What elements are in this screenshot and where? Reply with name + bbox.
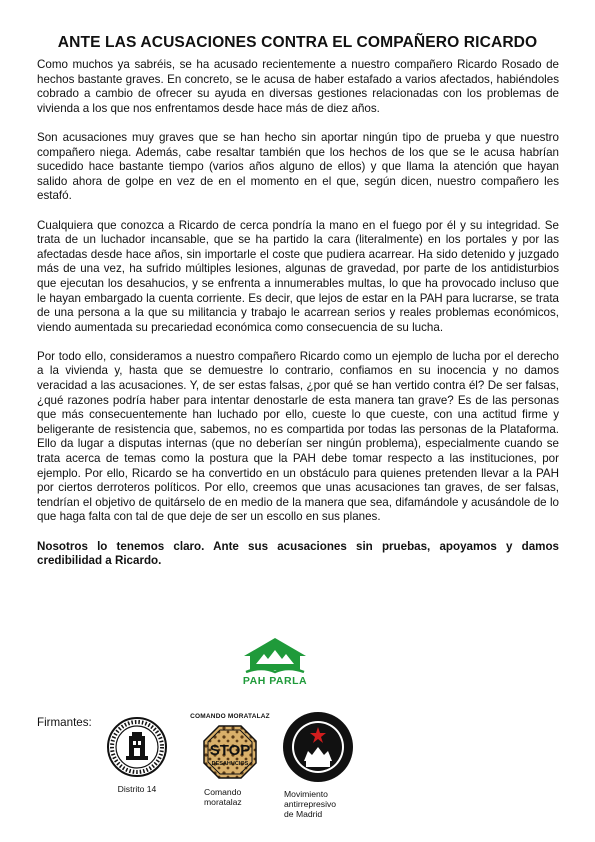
document-body	[37, 58, 559, 583]
signatory-movimiento-antirrepresivo	[278, 711, 358, 819]
caption-line: Movimiento	[284, 789, 328, 799]
signatory-header: COMANDO MORATALAZ	[190, 713, 270, 720]
pah-parla-logo	[238, 636, 312, 687]
caption-line: Comando	[204, 787, 242, 797]
caption-line: antirrepresivo	[284, 799, 337, 809]
paragraph-1: Como muchos ya sabréis, se ha acusado recientemente a nuestro compañero Ricardo Rosado de hechos bastante graves. En concreto, se le acusa de haber estafado a varios afectados, habiéndoles cobrado a cambio de ofrecer su ayuda en diversas gestiones relacionadas con los problemas de vivienda a los que nos enfrentamos desde hace más de diez años.	[37, 58, 559, 115]
caption-line: de Madrid	[284, 809, 323, 819]
antirrepresivo-fist-icon	[282, 711, 354, 783]
distrito-14-seal-icon	[106, 716, 168, 778]
page-title: ANTE LAS ACUSACIONES CONTRA EL COMPAÑERO RICARDO	[57, 34, 538, 51]
house-icon	[242, 636, 308, 674]
signatory-caption	[190, 787, 270, 807]
pah-parla-label: PAH PARLA	[242, 675, 308, 687]
signatory-distrito-14	[104, 716, 170, 794]
desahucios-badge-text: DESAHUCIOS	[211, 761, 249, 767]
stop-badge-text: STOP	[209, 742, 251, 759]
paragraph-3: Cualquiera que conozca a Ricardo de cerca pondría la mano en el fuego por él y su integridad. Se trata de un luchador incansable, que se ha partido la cara (literalmente) en los portales y por las afectadas desde hace años, sin importarle el coste que pudiera acarrear. Ha sido detenido y juzgado más de una vez, ha sufrido múltiples lesiones, algunas de gravedad, por parte de los antidisturbios que ejecutan los desahucios, y se enfrenta a innumerables multas, lo que ha provocado incluso que le hayan embargado la cuenta corriente. Es decir, que lejos de estar en la PAH para lucrarse, se trata de una persona a la que su militancia y trabajo le acarrean serios y reales problemas económicos, viendo aumentada su precariedad económica como consecuencia de su lucha.	[37, 218, 559, 334]
paragraph-2: Son acusaciones muy graves que se han hecho sin aportar ningún tipo de prueba y que nuestro compañero niega. Además, cabe resaltar también que los hechos de los que se le acusa habrían sucedido hace bastante tiempo (varios años alguno de ellos) y que llama la atención que hayan salido ahora de golpe en vez de en el momento en el que, según dicen, nuestro compañero les estafó.	[37, 130, 559, 203]
signatory-caption	[278, 789, 358, 819]
signatory-comando-moratalaz	[190, 712, 270, 807]
stop-desahucios-icon	[203, 725, 257, 779]
conclusion-statement: Nosotros lo tenemos claro. Ante sus acusaciones sin pruebas, apoyamos y damos credibilidad a Ricardo.	[37, 539, 559, 568]
paragraph-4: Por todo ello, consideramos a nuestro compañero Ricardo como un ejemplo de lucha por el derecho a la vivienda y, hasta que se demuestre lo contrario, confiamos en su inocencia y no damos veracidad a las acusaciones. Y, de ser estas falsas, ¿por qué se han vertido contra él? De ser falsas, ¿qué razones podría haber para intentar denostarle de esta manera tan grave? Es de las personas que más consecuentemente han luchado por ello, cueste lo que cueste, con una actitud firme y beligerante de resistencia que, sabemos, no es compartida por todas las personas de la Plataforma. Ello da lugar a disputas internas (que no deberían ser ningún problema), especialmente cuando se trata acerca de temas como la postura que la PAH debe tomar respecto a las instituciones, por ejemplo. Por ello, Ricardo se ha convertido en un obstáculo para quienes pretenden llevar a la PAH por ciertos derroteros políticos. Por ello, creemos que unas acusaciones tan graves, de ser falsas, tendrían el objetivo de quitárselo de en medio de la manera que sea, difamándole y acusándole de lo que haga falta con tal de que deje de ser un escollo en sus planes.	[37, 349, 559, 524]
signatory-caption: Distrito 14	[117, 784, 157, 794]
caption-line: moratalaz	[204, 797, 242, 807]
signatories-label: Firmantes:	[37, 716, 92, 729]
